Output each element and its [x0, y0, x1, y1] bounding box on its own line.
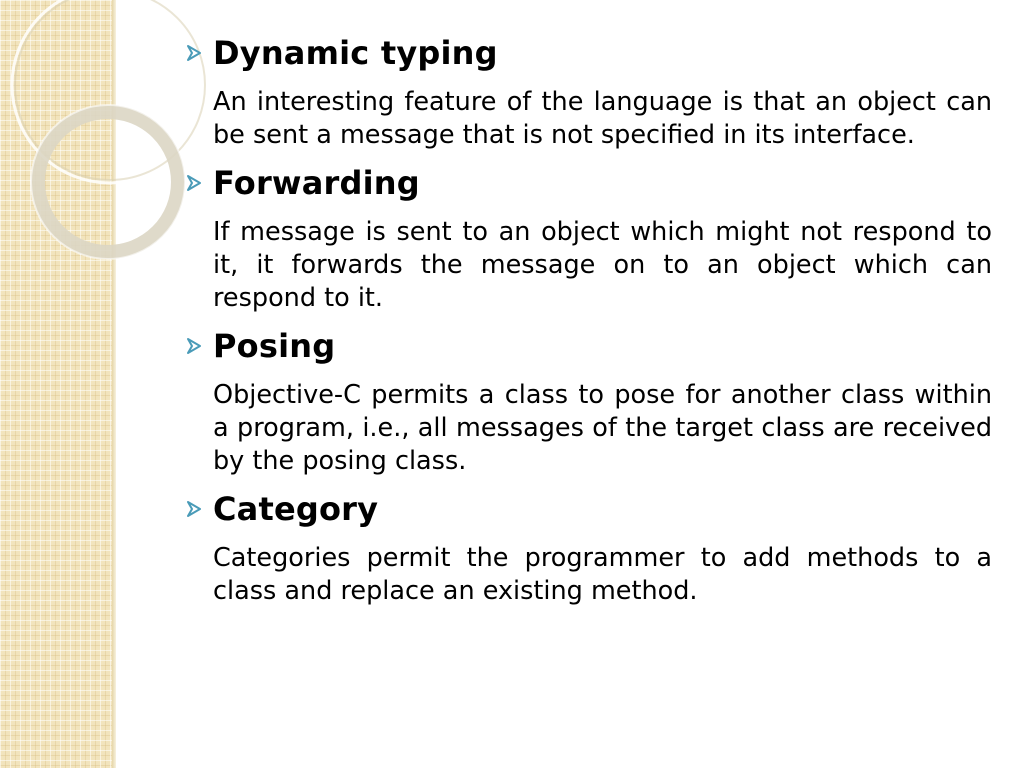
decorative-rings-icon [0, 0, 200, 300]
list-item [182, 30, 992, 152]
item-title: Category [213, 490, 379, 528]
item-title: Posing [213, 327, 336, 365]
list-item [182, 160, 992, 315]
list-item [182, 486, 992, 608]
item-description: Categories permit the programmer to add methods to a class and replace an existing method. [213, 543, 992, 606]
item-description: If message is sent to an object which might not respond to it, it forwards the message on to an object which can respond to it. [213, 217, 992, 313]
arrow-bullet-icon [182, 43, 210, 63]
item-heading [182, 160, 992, 206]
arrow-bullet-icon [182, 499, 210, 519]
item-title: Dynamic typing [213, 34, 498, 72]
item-heading [182, 486, 992, 532]
item-title: Forwarding [213, 164, 420, 202]
arrow-bullet-icon [182, 173, 210, 193]
item-description: Objective-C permits a class to pose for another class within a program, i.e., all messages of the target class are received by the posing class. [213, 380, 992, 476]
bullet-list [182, 30, 992, 616]
item-description: An interesting feature of the language is that an object can be sent a message that is not specified in its interface. [213, 87, 992, 150]
item-heading [182, 30, 992, 76]
arrow-bullet-icon [182, 336, 210, 356]
list-item [182, 323, 992, 478]
item-heading [182, 323, 992, 369]
